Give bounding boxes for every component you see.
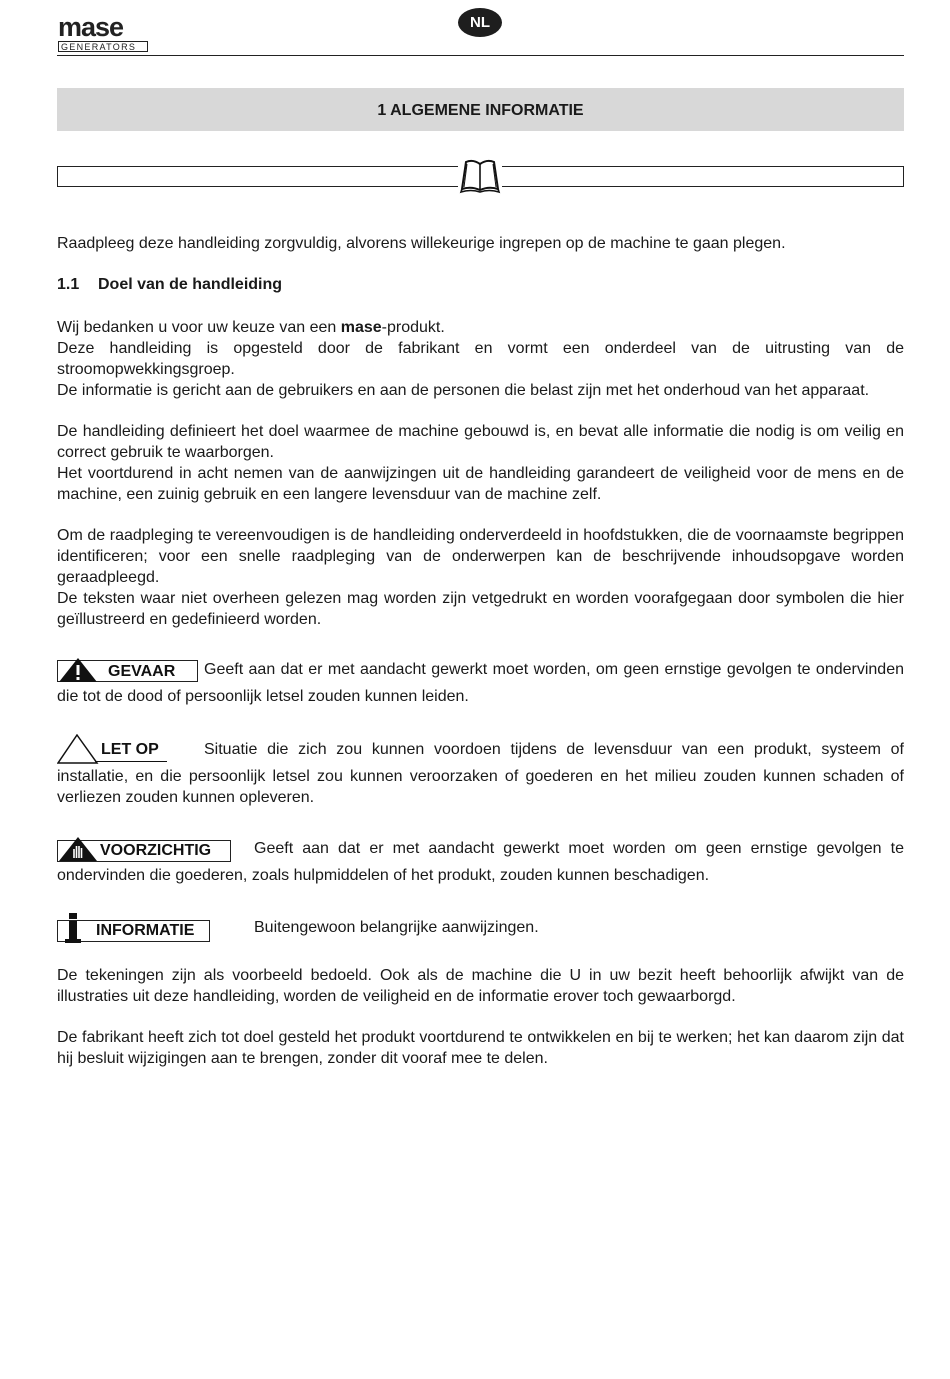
header-divider [57, 55, 904, 56]
subsection-heading [57, 276, 282, 294]
danger-text-rest: die tot de dood of persoonlijk letsel zouden kunnen leiden. [57, 688, 469, 705]
audience-line: De informatie is gericht aan de gebruikers en aan de personen die belast zijn met het onderhoud van het apparaat. [57, 382, 870, 399]
info-badge [57, 920, 210, 942]
language-badge: NL [458, 8, 502, 37]
open-book-icon [458, 156, 502, 194]
caution-text-rest: installatie, en die persoonlijk letsel zou kunnen veroorzaken of goederen en het milieu zouden kunnen schaden of verliezen zouden kunnen opleveren. [57, 768, 904, 806]
symbols-intro-line: De teksten waar niet overheen gelezen mag worden zijn vetgedrukt en worden voorafgegaan door symbolen die hier geïllustreerd en gedefinieerd worden. [57, 590, 904, 628]
structure-line: Om de raadpleging te vereenvoudigen is de handleiding onderverdeeld in hoofdstukken, die de voornaamste begrippen identificeren; voor een snelle raadpleging van de onderwerpen kan de beschrijvende inhoudsopgave worden geraadpleegd. [57, 527, 904, 586]
hand-warning-icon [58, 836, 98, 862]
updates-paragraph: De fabrikant heeft zich tot doel gesteld het produkt voortdurend te ontwikkelen en bij te werken; het kan daarom zijn dat hij besluit wijzigingen aan te brengen, zonder dit vooraf mee te delen. [57, 1029, 904, 1067]
brand-name: mase [340, 319, 382, 336]
safety-line: Het voortdurend in acht nemen van de aanwijzingen uit de handleiding garandeert de veiligheid voor de mens en de machine, een zuinig gebruik en een langere levensduur van de machine zelf. [57, 465, 904, 503]
danger-text-first: Geeft aan dat er met aandacht gewerkt moet worden, om geen ernstige gevolgen te ondervinden [204, 661, 904, 678]
purpose-paragraph [57, 317, 904, 401]
caution-warning-icon [57, 734, 99, 764]
info-label: INFORMATIE [96, 922, 195, 939]
danger-label: GEVAAR [108, 663, 176, 680]
thanks-line: Wij bedanken u voor uw keuze van een mase-produkt. [57, 319, 445, 336]
illustrations-paragraph: De tekeningen zijn als voorbeeld bedoeld. Ook als de machine die U in uw bezit heeft behoorlijk afwijkt van de illustraties uit deze handleiding, worden de veiligheid en de informatie erover toch gewaarborgd. [57, 967, 904, 1005]
subsection-number: 1.1 [57, 276, 80, 293]
caution-text-first: Situatie die zich zou kunnen voordoen tijdens de levensduur van een produkt, systeem of [204, 741, 904, 758]
caution-badge [57, 734, 167, 764]
care-text-first: Geeft aan dat er met aandacht gewerkt moet worden om geen ernstige gevolgen te [254, 840, 904, 857]
info-icon [64, 913, 82, 945]
info-text: Buitengewoon belangrijke aanwijzingen. [254, 919, 539, 936]
danger-badge [57, 660, 198, 682]
care-label: VOORZICHTIG [100, 842, 212, 859]
danger-warning-icon [58, 657, 98, 683]
manual-origin-line: Deze handleiding is opgesteld door de fabrikant en vormt een onderdeel van de uitrusting van de stroomopwekkingsgroep. [57, 340, 904, 378]
scope-line: De handleiding definieert het doel waarmee de machine gebouwd is, en bevat alle informatie die nodig is om veilig en correct gebruik te waarborgen. [57, 423, 904, 461]
intro-paragraph: Raadpleeg deze handleiding zorgvuldig, alvorens willekeurige ingrepen op de machine te gaan plegen. [57, 235, 786, 252]
care-text-rest: ondervinden die goederen, zoals hulpmiddelen of het produkt, zouden kunnen beschadigen. [57, 867, 710, 884]
structure-paragraph [57, 525, 904, 630]
brand-logo-subtitle: GENERATORS [58, 41, 148, 52]
section-header [57, 88, 904, 131]
section-title: 1 ALGEMENE INFORMATIE [377, 102, 584, 119]
care-badge [57, 840, 231, 862]
subsection-title: Doel van de handleiding [98, 276, 283, 293]
brand-logo-word: mase [58, 12, 124, 42]
scope-paragraph [57, 421, 904, 505]
caution-label: LET OP [101, 741, 159, 758]
